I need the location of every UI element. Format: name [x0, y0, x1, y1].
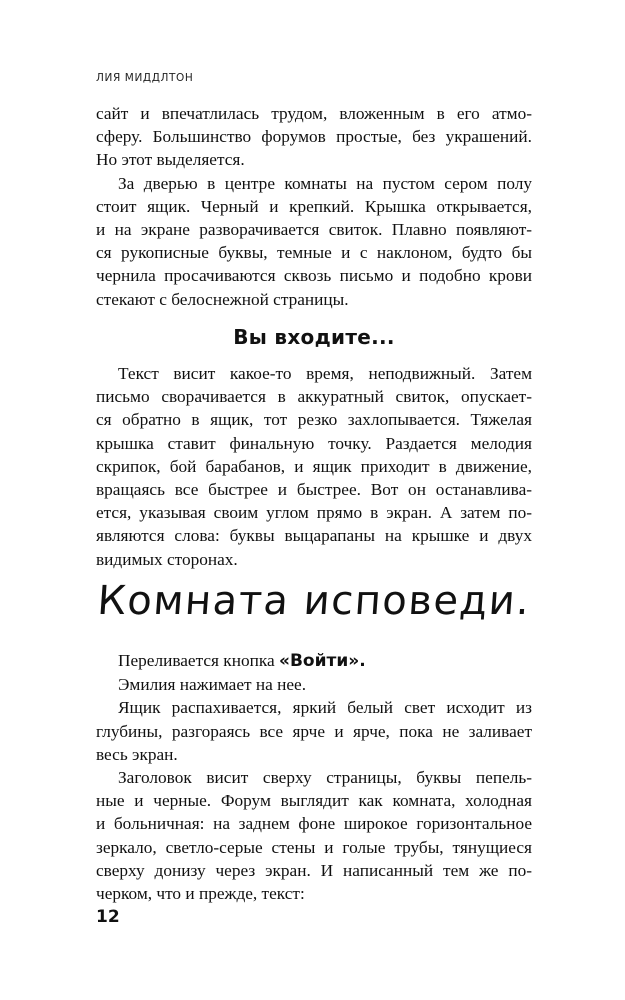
text-line: вращаясь все быстрее и быстрее. Вот он останавлива- — [96, 480, 532, 500]
text-line: сайт и впечатлилась трудом, вложенным в его атмо- — [96, 104, 532, 123]
text-line: За дверью в центре комнаты на пустом сером полу — [118, 173, 532, 193]
running-head: ЛИЯ МИДДЛТОН — [96, 72, 194, 84]
text-line: стоит ящик. Черный и крепкий. Крышка открывается, — [96, 196, 532, 216]
text-line: ся рукописные буквы, темные и с наклоном, будто бы — [96, 243, 532, 263]
text-line: ные и черные. Форум выглядит как комната, холодная — [96, 791, 532, 811]
text-line: стекают с белоснежной страницы. — [96, 289, 349, 309]
paragraph — [96, 649, 532, 673]
text-line: глубины, разгораясь все ярче и ярче, пока не заливает — [96, 721, 532, 741]
text-line: ся обратно в ящик, тот резко захлопывается. Тяжелая — [96, 410, 532, 430]
text-block-3 — [96, 649, 532, 905]
text-line: ется, указывая своим углом прямо в экран. А затем по- — [96, 503, 532, 523]
text-line: Текст висит какое-то время, неподвижный. Затем — [118, 364, 532, 383]
text-line — [96, 649, 532, 673]
text-fragment: Переливается кнопка — [118, 651, 279, 670]
page-number: 12 — [96, 907, 120, 927]
paragraph — [96, 102, 532, 172]
text-line: письмо сворачивается в аккуратный свиток, опускает- — [96, 387, 532, 407]
paragraph — [96, 673, 532, 696]
paragraph — [96, 172, 532, 311]
text-line: являются слова: буквы выцарапаны на крышке и двух — [96, 526, 532, 546]
text-line: черком, что и прежде, текст: — [96, 884, 305, 904]
text-block-1 — [96, 102, 532, 311]
text-line: и больничная: на заднем фоне широкое горизонтальное — [96, 814, 532, 834]
text-line: чернила просачиваются сквозь письмо и подобно крови — [96, 266, 532, 286]
paragraph — [96, 696, 532, 766]
text-block-2 — [96, 362, 532, 571]
text-line: Ящик распахивается, яркий белый свет исходит из — [118, 698, 532, 718]
text-line: и на экране разворачивается свиток. Плавно появляют- — [96, 220, 532, 240]
text-line: крышка ставит финальную точку. Раздается мелодия — [96, 433, 532, 453]
text-line: сверху донизу через экран. И написанный тем же по- — [96, 860, 532, 880]
enter-button-label: «Войти». — [278, 651, 366, 671]
text-line: видимых сторонах. — [96, 549, 238, 569]
subheading: Вы входите... — [233, 325, 395, 349]
text-line: скрипок, бой барабанов, и ящик приходит в движение, — [96, 456, 532, 476]
text-line: весь экран. — [96, 744, 178, 764]
paragraph — [96, 766, 532, 905]
handwritten-title: Комната исповеди. — [95, 578, 533, 624]
text-line: Заголовок висит сверху страницы, буквы пепель- — [118, 768, 532, 788]
text-line: зеркало, светло-серые стены и голые трубы, тянущиеся — [96, 837, 532, 857]
paragraph — [96, 362, 532, 571]
text-line: сферу. Большинство форумов простые, без украшений. — [96, 127, 532, 147]
text-line: Но этот выделяется. — [96, 150, 245, 170]
text-line: Эмилия нажимает на нее. — [118, 675, 307, 695]
